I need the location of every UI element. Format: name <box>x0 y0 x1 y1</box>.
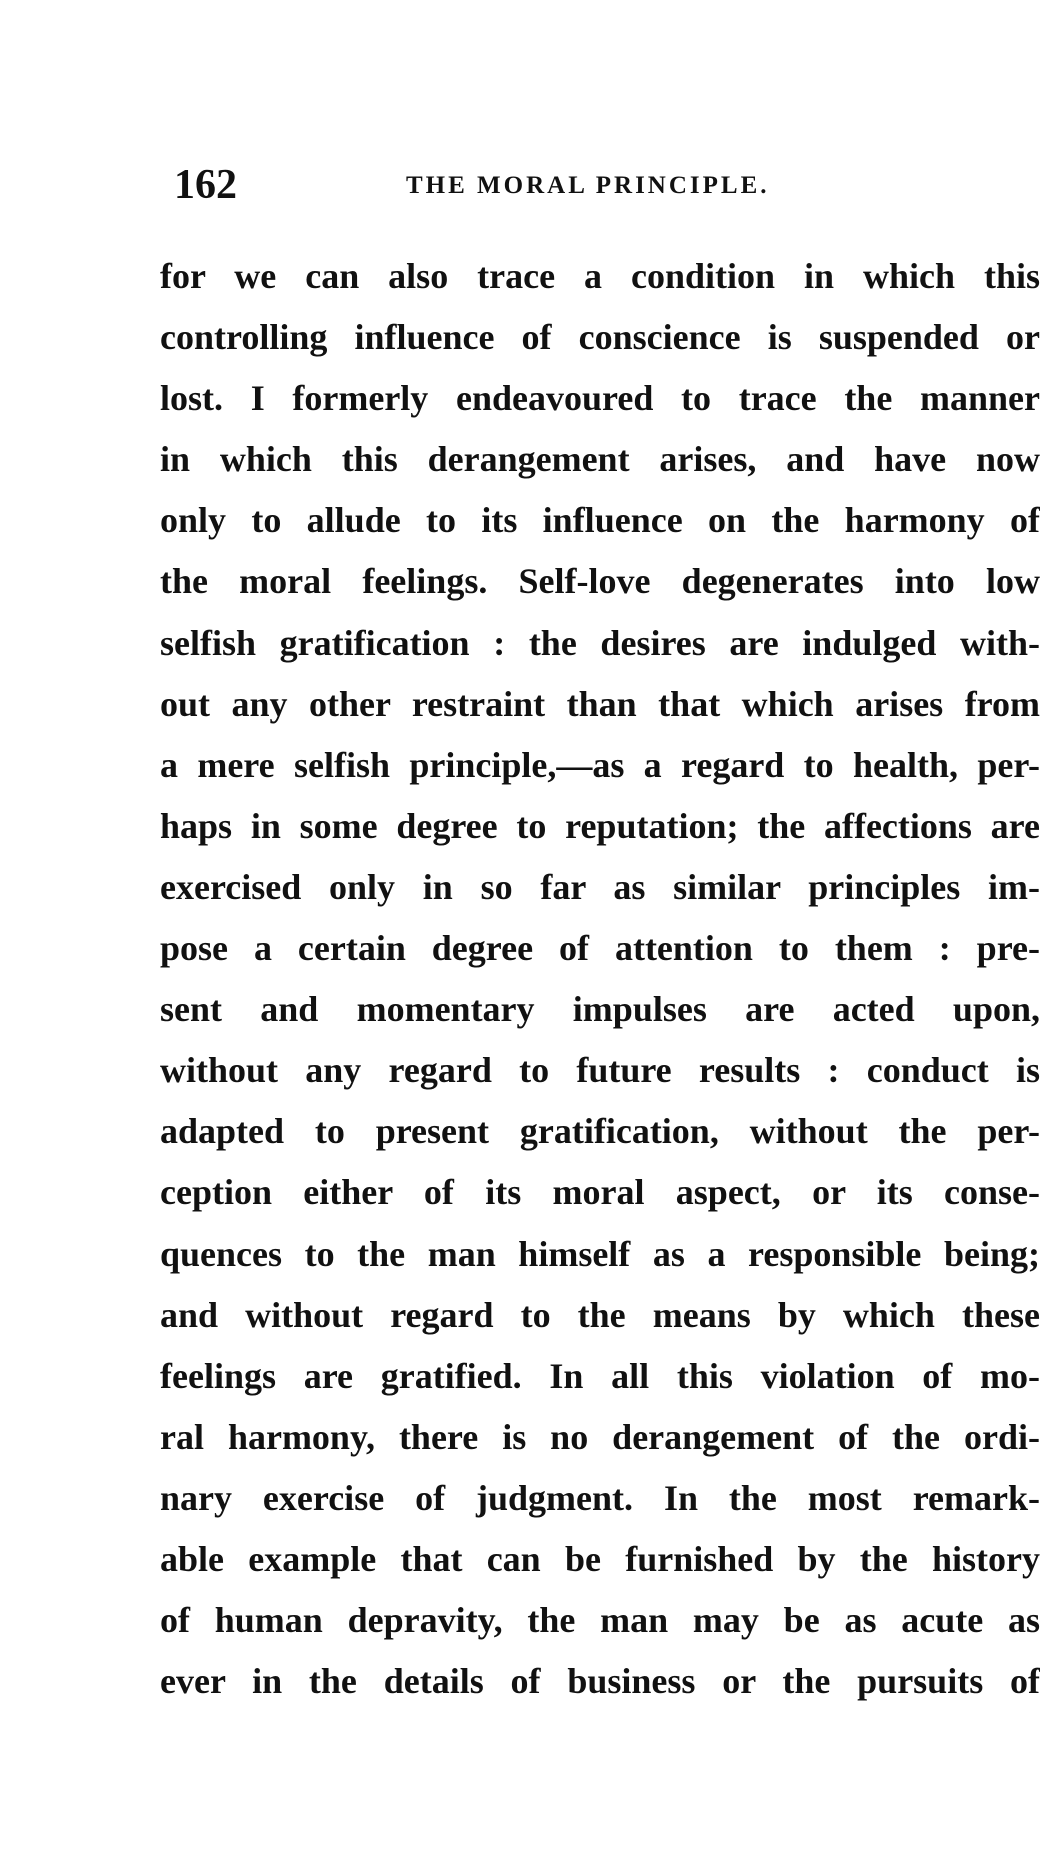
text-line: exercised only in so far as similar principles im- <box>160 866 1040 907</box>
text-line: adapted to present gratification, without the per- <box>160 1111 1040 1152</box>
text-line: for we can also trace a condition in which this <box>160 256 1040 296</box>
text-line: pose a certain degree of attention to them : pre- <box>160 928 1040 969</box>
running-title: THE MORAL PRINCIPLE. <box>406 172 770 199</box>
text-line: ever in the details of business or the pursuits of <box>160 1661 1040 1702</box>
text-line: ception either of its moral aspect, or its conse- <box>160 1172 1040 1213</box>
text-line: in which this derangement arises, and have now <box>160 439 1040 480</box>
text-line: quences to the man himself as a responsible being; <box>160 1233 1040 1274</box>
text-line: able example that can be furnished by the history <box>160 1538 1040 1579</box>
text-line: lost. I formerly endeavoured to trace the manner <box>160 378 1040 419</box>
text-line: of human depravity, the man may be as acute as <box>160 1600 1040 1641</box>
text-line: out any other restraint than that which arises from <box>160 683 1040 724</box>
text-line: without any regard to future results : conduct is <box>160 1050 1040 1091</box>
text-line: selfish gratification : the desires are indulged with- <box>160 622 1040 663</box>
body-text <box>160 246 1040 1712</box>
text-line: nary exercise of judgment. In the most remark- <box>160 1477 1040 1518</box>
text-line: sent and momentary impulses are acted upon, <box>160 989 1040 1030</box>
text-line: ral harmony, there is no derangement of the ordi- <box>160 1416 1040 1457</box>
text-line: the moral feelings. Self-love degenerates into low <box>160 561 1040 602</box>
text-line: controlling influence of conscience is suspended or <box>160 317 1040 358</box>
text-line: haps in some degree to reputation; the affections are <box>160 805 1040 846</box>
text-line: only to allude to its influence on the harmony of <box>160 500 1040 541</box>
text-line: feelings are gratified. In all this violation of mo- <box>160 1355 1040 1396</box>
page-number: 162 <box>174 162 237 208</box>
running-head <box>174 160 1034 210</box>
text-line: and without regard to the means by which these <box>160 1294 1040 1335</box>
text-line: a mere selfish principle,—as a regard to health, per- <box>160 744 1040 785</box>
